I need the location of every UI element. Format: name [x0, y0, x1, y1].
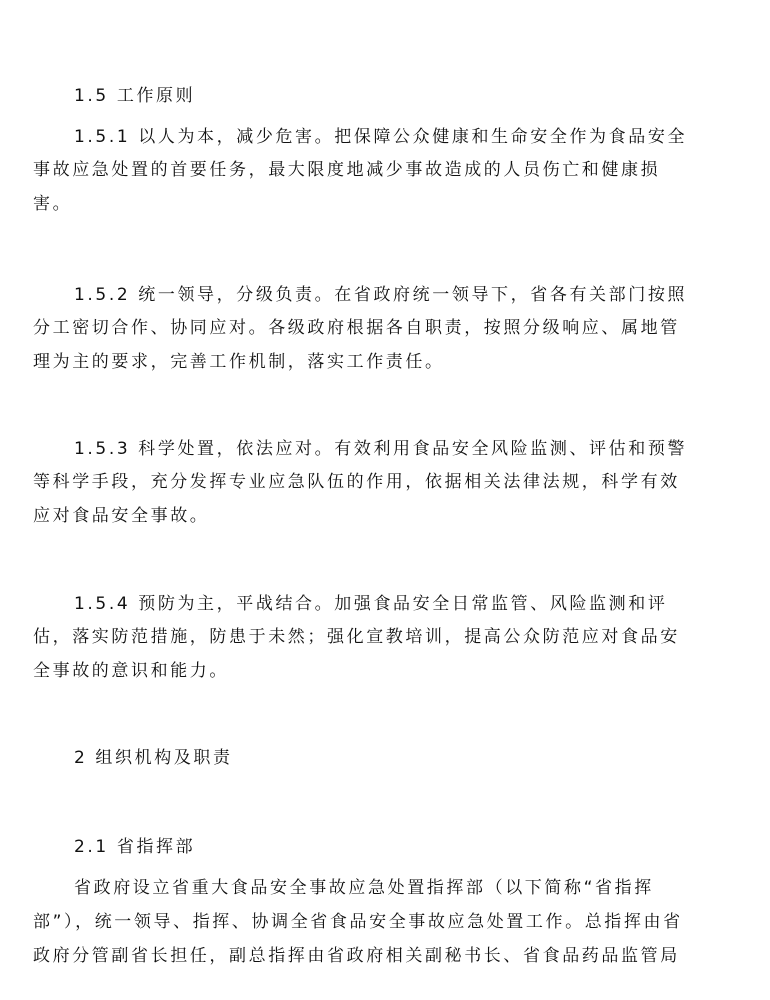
paragraph-1-5-4-line-3: 全事故的意识和能力。 — [33, 661, 229, 681]
paragraph-2-1-line-1: 省政府设立省重大食品安全事故应急处置指挥部（以下简称“省指挥 — [74, 878, 654, 898]
paragraph-1-5-2-line-3: 理为主的要求，完善工作机制，落实工作责任。 — [33, 352, 445, 372]
paragraph-1-5-3-line-1: 1.5.3 科学处置，依法应对。有效利用食品安全风险监测、评估和预警 — [74, 439, 688, 459]
paragraph-1-5-1-line-1: 1.5.1 以人为本，减少危害。把保障公众健康和生命安全作为食品安全 — [74, 127, 688, 147]
heading-1-5: 1.5 工作原则 — [74, 86, 196, 106]
paragraph-1-5-2-line-2: 分工密切合作、协同应对。各级政府根据各自职责，按照分级响应、属地管 — [33, 318, 680, 338]
paragraph-1-5-3-line-3: 应对食品安全事故。 — [33, 506, 210, 526]
heading-2-1: 2.1 省指挥部 — [74, 837, 196, 857]
paragraph-2-1-line-3: 政府分管副省长担任，副总指挥由省政府相关副秘书长、省食品药品监管局 — [33, 946, 680, 966]
paragraph-1-5-4-line-1: 1.5.4 预防为主，平战结合。加强食品安全日常监管、风险监测和评 — [74, 594, 668, 614]
paragraph-1-5-4-line-2: 估，落实防范措施，防患于未然；强化宣教培训，提高公众防范应对食品安 — [33, 627, 680, 647]
paragraph-1-5-1-line-2: 事故应急处置的首要任务，最大限度地减少事故造成的人员伤亡和健康损 — [33, 160, 661, 180]
heading-2: 2 组织机构及职责 — [74, 748, 233, 768]
paragraph-1-5-1-line-3: 害。 — [33, 194, 73, 214]
paragraph-1-5-3-line-2: 等科学手段，充分发挥专业应急队伍的作用，依据相关法律法规，科学有效 — [33, 472, 680, 492]
paragraph-1-5-2-line-1: 1.5.2 统一领导，分级负责。在省政府统一领导下，省各有关部门按照 — [74, 285, 688, 305]
paragraph-2-1-line-2: 部”），统一领导、指挥、协调全省食品安全事故应急处置工作。总指挥由省 — [33, 912, 683, 932]
